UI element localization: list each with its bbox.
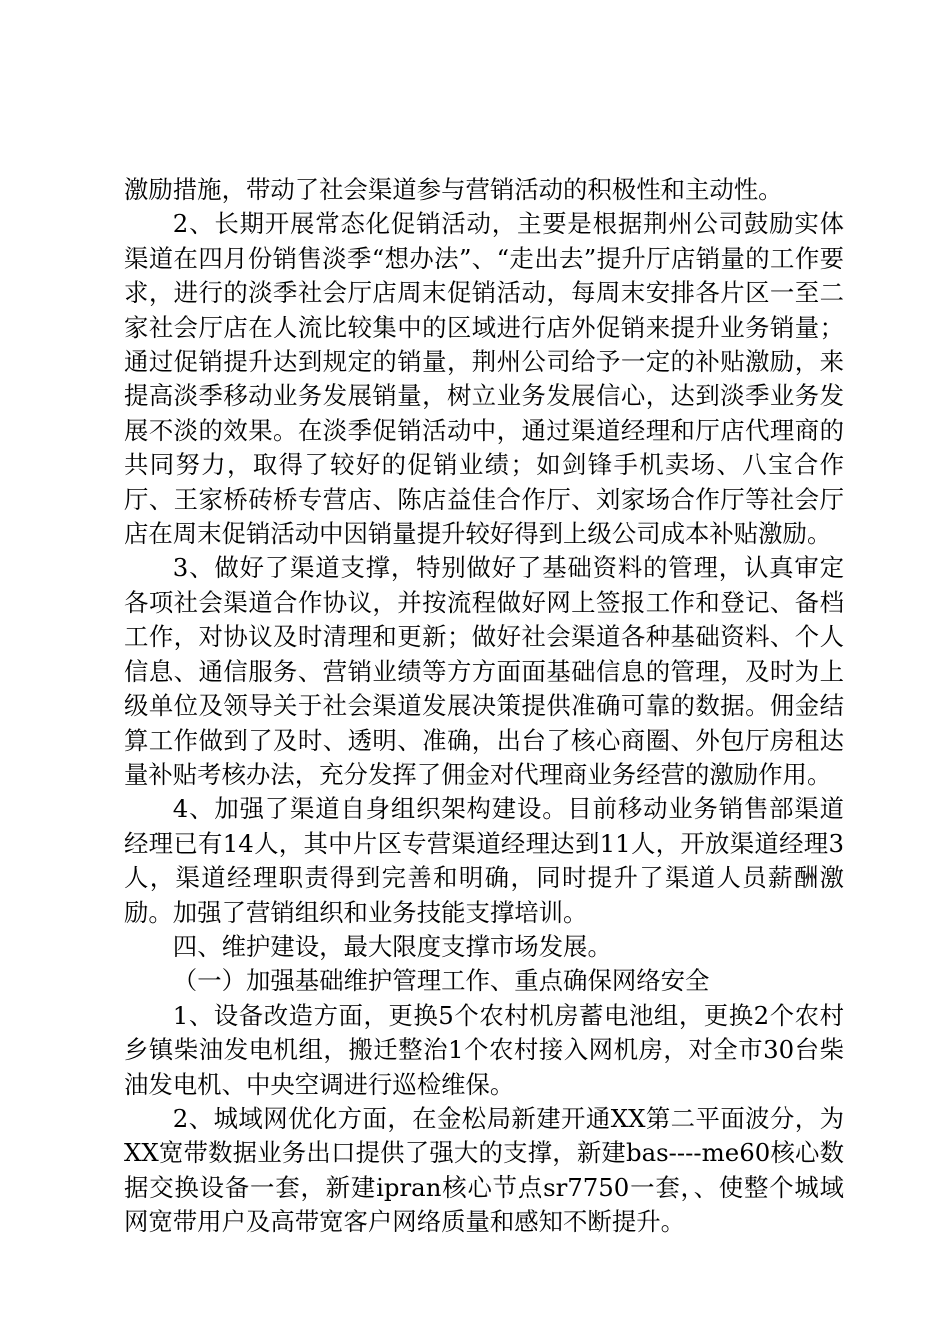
paragraph-organization-building: 4、加强了渠道自身组织架构建设。目前移动业务销售部渠道经理已有14人，其中片区专营渠道经理达到11人，开放渠道经理3人，渠道经理职责得到完善和明确，同时提升了渠道人员薪酬激励。加强了营销组织和业务技能支撑培训。 [124, 794, 844, 927]
paragraph-promotion-activities: 2、长期开展常态化促销活动，主要是根据荆州公司鼓励实体渠道在四月份销售淡季“想办法”、“走出去”提升厅店销量的工作要求，进行的淡季社会厅店周末促销活动，每周末安排各片区一至二家社会厅店在人流比较集中的区域进行店外促销来提升业务销量；通过促销提升达到规定的销量，荆州公司给予一定的补贴激励，来提高淡季移动业务发展销量，树立业务发展信心，达到淡季业务发展不淡的效果。在淡季促销活动中，通过渠道经理和厅店代理商的共同努力，取得了较好的促销业绩；如剑锋手机卖场、八宝合作厅、王家桥砖桥专营店、陈店益佳合作厅、刘家场合作厅等社会厅店在周末促销活动中因销量提升较好得到上级公司成本补贴激励。 [124, 209, 844, 549]
subsection-heading-network-security: （一）加强基础维护管理工作、重点确保网络安全 [172, 966, 710, 996]
paragraph-channel-support: 3、做好了渠道支撑，特别做好了基础资料的管理，认真审定各项社会渠道合作协议，并按流程做好网上签报工作和登记、备档工作，对协议及时清理和更新；做好社会渠道各种基础资料、个人信息、通信服务、营销业绩等方方面面基础信息的管理，及时为上级单位及领导关于社会渠道发展决策提供准确可靠的数据。佣金结算工作做到了及时、透明、准确，出台了核心商圈、外包厅房租达量补贴考核办法，充分发挥了佣金对代理商业务经营的激励作用。 [124, 553, 844, 789]
document-body [124, 173, 844, 1240]
paragraph-incentive-continuation: 激励措施，带动了社会渠道参与营销活动的积极性和主动性。 [124, 175, 783, 204]
paragraph-metro-network: 2、城域网优化方面，在金松局新建开通XX第二平面波分，为XX宽带数据业务出口提供了强大的支撑，新建bas----me60核心数据交换设备一套，新建ipran核心节点sr7750一套，、使整个城域网宽带用户及高带宽客户网络质量和感知不断提升。 [124, 1103, 844, 1237]
paragraph-equipment-upgrade: 1、设备改造方面，更换5个农村机房蓄电池组，更换2个农村乡镇柴油发电机组，搬迁整治1个农村接入网机房，对全市30台柴油发电机、中央空调进行巡检维保。 [124, 1000, 844, 1099]
section-heading-maintenance: 四、维护建设，最大限度支撑市场发展。 [172, 931, 612, 961]
